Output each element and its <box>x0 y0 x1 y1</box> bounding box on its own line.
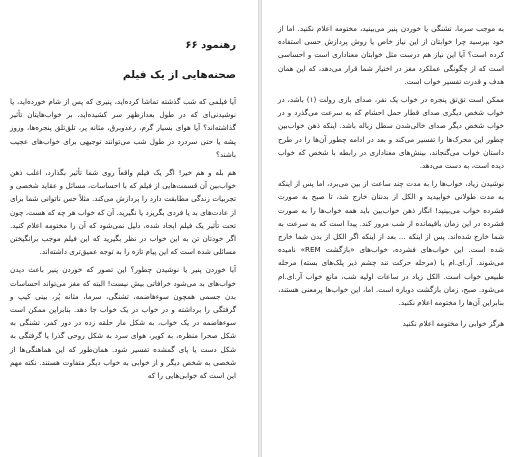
left-page-column <box>10 40 236 387</box>
right-paragraph-3: نوشیدن زیاد، خواب‌ها را به مدت چند ساعت از بین می‌برد، اما پس از اینکه به مدت طولانی خوابیدید و الکل از بدنتان خارج شد، تا صبح به صورت فشرده خواب می‌بینید! انگار ذهن خواب‌بین باید همه خواب‌ها را به صورت فشرده در این زمان باقیمانده از شب مرور کند. پیدا است که به سرعت به شما خارج شده‌اند. پس از اینکه ... بعد از اینکه اگر الکل از بدن شما خارج شده است. این خواب‌های فشرده، خواب‌های «بازگشت REM» نامیده می‌شوند. آر.ای.ام یا (مرحله حرکت تند چشم ذیر پلک‌های بسته) مرحله طبیعی خواب است. الکل زیاد در ساعات اولیه شب، مانع خواب آر.ای.ام می‌شود. صبح، زمان بازگشت دوباره است. اما، این خواب‌ها پرمعنی هستند، بنابراین آن‌ها را مختومه اعلام نکنید. <box>278 179 504 308</box>
left-paragraph-1: آیا فیلمی که شب گذشته تماشا کرده‌اید، پنیری که پس از شام خورده‌اید، یا نوشیدنی‌ای که در طول بعدازظهر سر کشیده‌اید، بر خواب‌هایتان تأثیر گذاشته‌اند؟ آیا هوای بسیار گرم، رعدوبرق، مثانه پر، تلق‌تلق پنجره‌ها، وزوز پشه یا حتی سردرد در طول شب می‌توانند توجیهی برای خواب‌های عجیب باشند؟ <box>10 97 236 159</box>
closing-line: هرگز خوابی را مختومه اعلام نکنید <box>402 319 504 329</box>
left-paragraph-3: آیا خوردن پنیر یا نوشیدن چطور؟ این تصور که خوردن پنیر باعث دیدن خواب‌های بد می‌شود خرافاتی بیش نیست! البته که مغز می‌تواند احساسات بدن جسمی همچون سوءهاضمه، تشنگی، سرما، مثانه پُر، بینی کیپ و گرفتگی را برداشته و در خواب در یک خواب جا دهد. بنابراین ممکن است سوءهاضمه در یک خواب، به شکل مار حلقه زده در دور کمر، تشنگی به شکل صحرا منظره، به کویر، هوای سرد به شکل روحی گذرا یا گرفتگی به شکل دست یا پای گمشده تفسیر شود. همان‌طور که این هماهنگی‌ها از شخصی به شخص دیگر و از خوابی به خواب دیگر متفاوت هستند. نکته مهم این است که خوابی‌هایی را که <box>10 265 236 381</box>
section-title: صحنه‌هایی از یک فیلم <box>122 69 236 81</box>
chapter-heading: رهنمود ۶۶ <box>185 40 236 51</box>
left-paragraph-2: هم بله و هم خیر! اگر یک فیلم واقعاً روی شما تأثیر بگذارد، اغلب ذهن خواب‌بین آن قسمت‌هایی از فیلم که با احساسات، مسائل و عقاید شخصی و تجربیات زندگی مطابقت دارد را پردازش می‌کند. مثلاً حس ناتوانی شما برای از عادت‌های بد یا فردی بگریزد یا نگیرید. آن که خواب هر چه که هست، چون تحت تأثیر یک فیلم ایجاد شده، دلیل نمی‌شود که آن را مختومه اعلام کنید. اگر خودتان تن به این خواب در نظر بگیرید که این فیلم موجب برانگیختن مسائلی شده است که این پیام تازه را به توجه عمیق‌تری داشته‌اند. <box>10 168 236 257</box>
right-paragraph-2: ممکن است تق‌تق پنجره در خواب یک نفر، صدای بازی رولت (۱) باشد، در خواب شخص دیگری صدای قطار حمل احشام که به سرعت می‌گذرد و در خواب شخص دیگر صدای خالی‌شدن سطل زباله باشد. اینکه ذهن خواب‌بین چطور این محرک‌ها را تفسیر می‌کند و بعد در ادامه چطور آن‌ها را در طرح داستان خواب می‌گنجاند، بینش‌های معناداری در رابطه با شخص که خواب دیده است، به دست می‌دهد. <box>278 95 504 171</box>
right-paragraph-1: به موجب سرما، تشنگی یا خوردن پنیر می‌بینید، مختومه اعلام نکنید. اما از خود بپرسید چرا خوابتان از این نیاز خاص یا روش پردازش حسی استفاده کرده است؟ آیا این نیاز هم درست مثل خوابتان معناداری است و احساسی است که از چگونگی عملکرد مغز در اختیار شما قرار می‌دهد، که این همان هدف و قدرت تفسیر خواب است. <box>278 24 504 86</box>
left-page <box>0 0 258 457</box>
right-page-column <box>278 22 504 330</box>
right-page <box>262 0 520 457</box>
